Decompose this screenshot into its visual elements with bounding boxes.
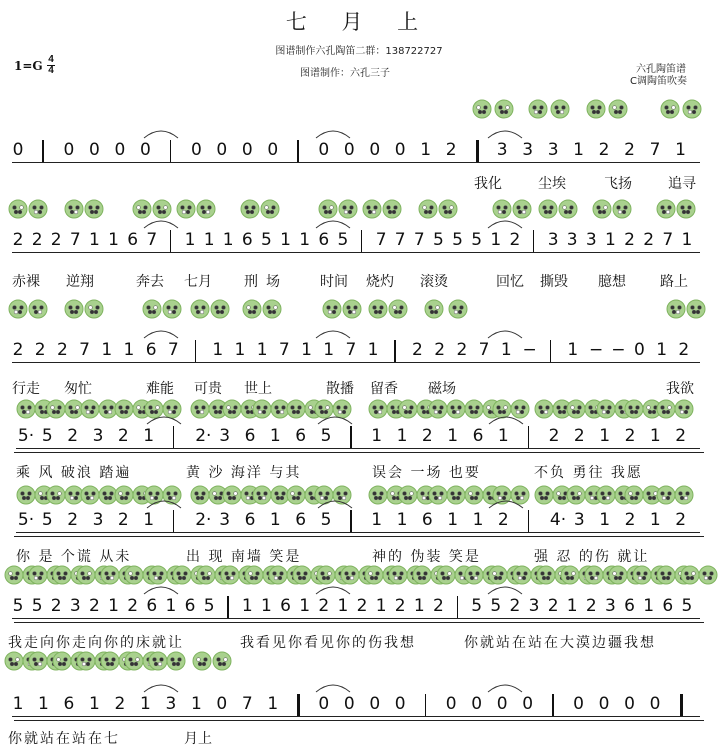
note: 2	[598, 140, 610, 160]
note: 1	[212, 340, 224, 360]
ocarina-fingering-icon	[167, 652, 185, 670]
note: 6	[472, 426, 484, 446]
note: 1	[500, 340, 512, 360]
lyric: 场	[266, 274, 280, 290]
note: 7	[79, 340, 90, 360]
note: 5	[12, 596, 24, 616]
ocarina-fingering-icon	[193, 652, 211, 670]
note: 0	[343, 140, 355, 160]
lyric: 散播	[326, 381, 354, 397]
note: 2	[356, 596, 368, 616]
ocarina-fingering-icon	[29, 652, 47, 670]
note: 0	[267, 140, 279, 160]
time-top: 4	[48, 54, 54, 65]
instrument-label: 六孔陶笛谱	[636, 64, 686, 75]
note: 0	[624, 694, 635, 714]
lyric: 乘 风 破浪 踏遍	[16, 465, 132, 481]
note: 2	[497, 510, 509, 530]
note: 2	[548, 426, 560, 446]
note: 2	[421, 426, 433, 446]
note: 2	[434, 340, 446, 360]
note: 0	[522, 694, 534, 714]
note: 6	[662, 596, 674, 616]
lyric: 烧灼	[366, 274, 394, 290]
note: 2	[675, 510, 687, 530]
note: 3	[585, 230, 597, 250]
note: 1	[261, 596, 272, 616]
note: 7	[394, 230, 406, 250]
note: 2	[114, 694, 126, 714]
note: 6	[624, 596, 635, 616]
note: 2	[509, 230, 521, 250]
note: 1	[301, 340, 312, 360]
note: 1	[371, 426, 383, 446]
ocarina-fingering-icon	[149, 652, 167, 670]
note: 2	[456, 340, 468, 360]
note: 1	[269, 426, 281, 446]
lyric: 我欲	[666, 381, 694, 397]
note: 3	[219, 426, 231, 446]
note: 1	[649, 426, 661, 446]
note: 2	[318, 596, 330, 616]
note: 3	[605, 596, 616, 616]
note: 2	[117, 426, 129, 446]
note: 1	[190, 694, 202, 714]
note: 6	[244, 510, 256, 530]
note: 3	[219, 510, 231, 530]
lyric: 我化	[474, 176, 502, 192]
note: 1	[241, 596, 253, 616]
ocarina-fingering-icon	[143, 652, 161, 670]
note: 2	[675, 426, 687, 446]
note: 5	[41, 510, 53, 530]
note: 7	[278, 340, 290, 360]
note: 2	[573, 426, 585, 446]
note: 6	[421, 510, 433, 530]
note: 2	[624, 426, 636, 446]
lyric: 刑	[244, 274, 258, 290]
note: 5	[490, 596, 502, 616]
note: 1	[269, 510, 281, 530]
maker-line: 图谱制作：六孔三子	[300, 68, 390, 79]
note: 2	[12, 230, 24, 250]
note: 2	[624, 510, 636, 530]
note: 1	[165, 596, 177, 616]
note: 0	[394, 140, 406, 160]
note: 1	[643, 596, 655, 616]
ocarina-fingering-icon	[53, 652, 71, 670]
note: 3	[165, 694, 177, 714]
song-title: 七 月 上	[285, 10, 433, 34]
note: 4·	[549, 510, 567, 530]
lyric: 奔去	[136, 274, 164, 290]
note: 1	[337, 596, 349, 616]
note: 2	[394, 596, 406, 616]
note: 5	[261, 230, 272, 250]
note: 1	[139, 694, 151, 714]
ocarina-fingering-icon	[77, 652, 95, 670]
lyric: 尘埃	[538, 176, 566, 192]
note: 7	[241, 694, 253, 714]
note: 1	[143, 426, 155, 446]
note: 2	[624, 230, 635, 250]
note: 0	[343, 694, 355, 714]
slur-mark	[316, 685, 350, 692]
note: 7	[345, 340, 357, 360]
note: 1	[566, 596, 578, 616]
note: 5	[320, 510, 332, 530]
note: 1	[89, 694, 100, 714]
note: 2	[56, 340, 68, 360]
time-bottom: 4	[48, 65, 54, 76]
ocarina-fingering-icon	[95, 652, 113, 670]
note: 1	[12, 694, 24, 714]
note: 2	[643, 230, 655, 250]
note: 3	[528, 596, 540, 616]
lyric: 月上	[184, 731, 212, 747]
note: 2	[624, 140, 635, 160]
lyric: 七月	[184, 274, 212, 290]
beam-line	[12, 716, 700, 717]
lyric: 你就站在站在七	[8, 731, 120, 747]
note: 2	[547, 596, 559, 616]
note: 6	[63, 694, 75, 714]
note: 1	[267, 694, 279, 714]
note: 5	[452, 230, 463, 250]
note: 5	[203, 596, 215, 616]
ocarina-fingering-icon	[47, 652, 65, 670]
note: 1	[123, 340, 135, 360]
note: 1	[367, 340, 379, 360]
note: 1	[371, 510, 383, 530]
note: 0	[139, 140, 151, 160]
note: 1	[234, 340, 246, 360]
lyric: 逆翔	[66, 274, 94, 290]
credit-line: 图谱制作六孔陶笛二群：138722727	[275, 46, 443, 57]
lyric: 我看见你看见你的伤我想	[240, 635, 416, 651]
bar-line	[425, 694, 426, 716]
note: 0	[633, 340, 645, 360]
note: 0	[394, 694, 406, 714]
note: 0	[216, 140, 228, 160]
note: 0	[216, 694, 228, 714]
note: 1	[256, 340, 268, 360]
note: 1	[447, 426, 459, 446]
note: 5	[433, 230, 444, 250]
note: 3	[573, 510, 585, 530]
note: 1	[567, 340, 579, 360]
note: 6	[318, 230, 330, 250]
note: 0	[318, 694, 330, 714]
note: 1	[101, 340, 113, 360]
note-label: C调陶笛吹奏	[630, 76, 687, 87]
note: 1	[573, 140, 584, 160]
ocarina-fingering-icon	[125, 652, 143, 670]
note: 2	[433, 596, 444, 616]
note: 1	[675, 140, 686, 160]
lyric: 路上	[660, 274, 688, 290]
lyric: 强 忍 的伤 就让	[534, 549, 650, 565]
note: 1	[108, 596, 119, 616]
note: 2	[117, 510, 129, 530]
note: 7	[478, 340, 490, 360]
note: −	[589, 340, 604, 360]
note: 7	[167, 340, 179, 360]
note: 1	[599, 510, 611, 530]
lyric: 臆想	[598, 274, 626, 290]
note: 2	[12, 340, 24, 360]
note: 6	[145, 340, 157, 360]
note: 0	[318, 140, 330, 160]
note: 5·	[17, 426, 35, 446]
note: 1	[89, 230, 100, 250]
slur-mark	[488, 685, 522, 692]
note: 6	[280, 596, 291, 616]
lyric: 飞扬	[604, 176, 632, 192]
note: 2	[509, 596, 521, 616]
note: 3	[522, 140, 534, 160]
note: 7	[375, 230, 387, 250]
note: 1	[203, 230, 215, 250]
staff-divider	[14, 720, 704, 721]
note: 1	[420, 140, 432, 160]
note: 1	[396, 426, 408, 446]
note: 3	[547, 230, 559, 250]
note: 1	[108, 230, 119, 250]
lyric: 行走	[12, 381, 40, 397]
note: 2	[50, 596, 62, 616]
note: 1	[396, 510, 408, 530]
lyric: 你 是 个谎 从未	[16, 549, 132, 565]
ocarina-fingering-icon	[213, 652, 231, 670]
note: 2	[89, 596, 100, 616]
note: 1	[143, 510, 155, 530]
note: 1	[649, 510, 661, 530]
note: 0	[598, 694, 610, 714]
note: 1	[681, 230, 693, 250]
note: 0	[573, 694, 584, 714]
ocarina-fingering-icon	[5, 652, 23, 670]
note: 1	[605, 230, 616, 250]
lyric: 世上	[244, 381, 272, 397]
note: 5	[471, 230, 483, 250]
note: 1	[599, 426, 611, 446]
lyric: 磁场	[428, 381, 456, 397]
note: 5	[337, 230, 349, 250]
note: 6	[295, 510, 307, 530]
note: 1	[490, 230, 502, 250]
note: 0	[369, 694, 381, 714]
note: −	[522, 340, 537, 360]
note: 5	[320, 426, 332, 446]
note: 5·	[17, 510, 35, 530]
note: 2	[67, 510, 79, 530]
ocarina-fingering-icon	[101, 652, 119, 670]
note: 3	[496, 140, 508, 160]
lyric: 不负 勇往 我愿	[534, 465, 643, 481]
bar-line	[552, 694, 553, 716]
note: 0	[89, 140, 100, 160]
lyric: 出 现 南墙 笑是	[186, 549, 302, 565]
note: 2·	[195, 510, 212, 530]
note: 1	[497, 426, 509, 446]
note: 0	[496, 694, 508, 714]
note: 7	[413, 230, 425, 250]
note: 0	[114, 140, 126, 160]
note: 0	[445, 694, 457, 714]
note: 6	[295, 426, 307, 446]
note: 2	[31, 230, 43, 250]
note: 3	[92, 426, 104, 446]
note: 1	[280, 230, 291, 250]
note: 5	[471, 596, 483, 616]
note: 3	[92, 510, 104, 530]
note: 6	[184, 596, 196, 616]
lyric: 黄 沙 海洋 与其	[186, 465, 302, 481]
note: 0	[63, 140, 75, 160]
note: −	[611, 340, 626, 360]
note: 6	[146, 596, 158, 616]
note: 3	[69, 596, 81, 616]
note: 1	[413, 596, 425, 616]
note: 2	[445, 140, 457, 160]
note: 1	[299, 230, 311, 250]
note: 2	[412, 340, 423, 360]
note: 1	[299, 596, 311, 616]
note: 2·	[195, 426, 212, 446]
note: 0	[190, 140, 202, 160]
lyric: 神的 伪装 笑是	[372, 549, 481, 565]
lyric: 留香	[370, 381, 398, 397]
lyric: 撕毁	[540, 274, 568, 290]
lyric: 你就站在站在大漠边疆我想	[464, 635, 656, 651]
lyric: 难能	[146, 381, 174, 397]
lyric: 时间	[320, 274, 348, 290]
slur-mark	[144, 685, 178, 692]
note: 7	[662, 230, 674, 250]
note: 0	[12, 140, 24, 160]
note: 1	[38, 694, 49, 714]
note: 5	[41, 426, 53, 446]
ocarina-fingering-icon	[71, 652, 89, 670]
note: 5	[681, 596, 693, 616]
note: 3	[547, 140, 559, 160]
note: 7	[649, 140, 661, 160]
note: 0	[369, 140, 381, 160]
ocarina-fingering-icon	[119, 652, 137, 670]
note: 1	[472, 510, 484, 530]
note: 1	[323, 340, 335, 360]
note: 2	[67, 426, 79, 446]
lyric: 可贵	[194, 381, 222, 397]
note: 2	[34, 340, 46, 360]
note: 6	[241, 230, 253, 250]
note: 0	[471, 694, 483, 714]
note: 1	[184, 230, 196, 250]
note: 2	[127, 596, 139, 616]
lyric: 滚烫	[420, 274, 448, 290]
note: 1	[447, 510, 459, 530]
note: 2	[678, 340, 690, 360]
note: 2	[585, 596, 597, 616]
note: 2	[50, 230, 62, 250]
note: 1	[222, 230, 234, 250]
ocarina-fingering-icon	[23, 652, 41, 670]
note: 1	[375, 596, 387, 616]
note: 7	[146, 230, 158, 250]
note: 6	[244, 426, 256, 446]
note: 3	[566, 230, 578, 250]
note: 7	[69, 230, 81, 250]
bar-line	[680, 694, 683, 716]
lyric: 追寻	[668, 176, 696, 192]
note: 0	[649, 694, 661, 714]
lyric: 我走向你走向你的床就让	[8, 635, 184, 651]
lyric: 赤裸	[12, 274, 40, 290]
key-signature: 1=G	[14, 59, 43, 73]
lyric: 回忆	[496, 274, 524, 290]
note: 5	[31, 596, 43, 616]
note: 6	[127, 230, 139, 250]
lyric: 误会 一场 也要	[372, 465, 481, 481]
bar-line	[297, 694, 300, 716]
lyric: 匆忙	[64, 381, 92, 397]
note: 0	[241, 140, 253, 160]
note: 1	[656, 340, 668, 360]
